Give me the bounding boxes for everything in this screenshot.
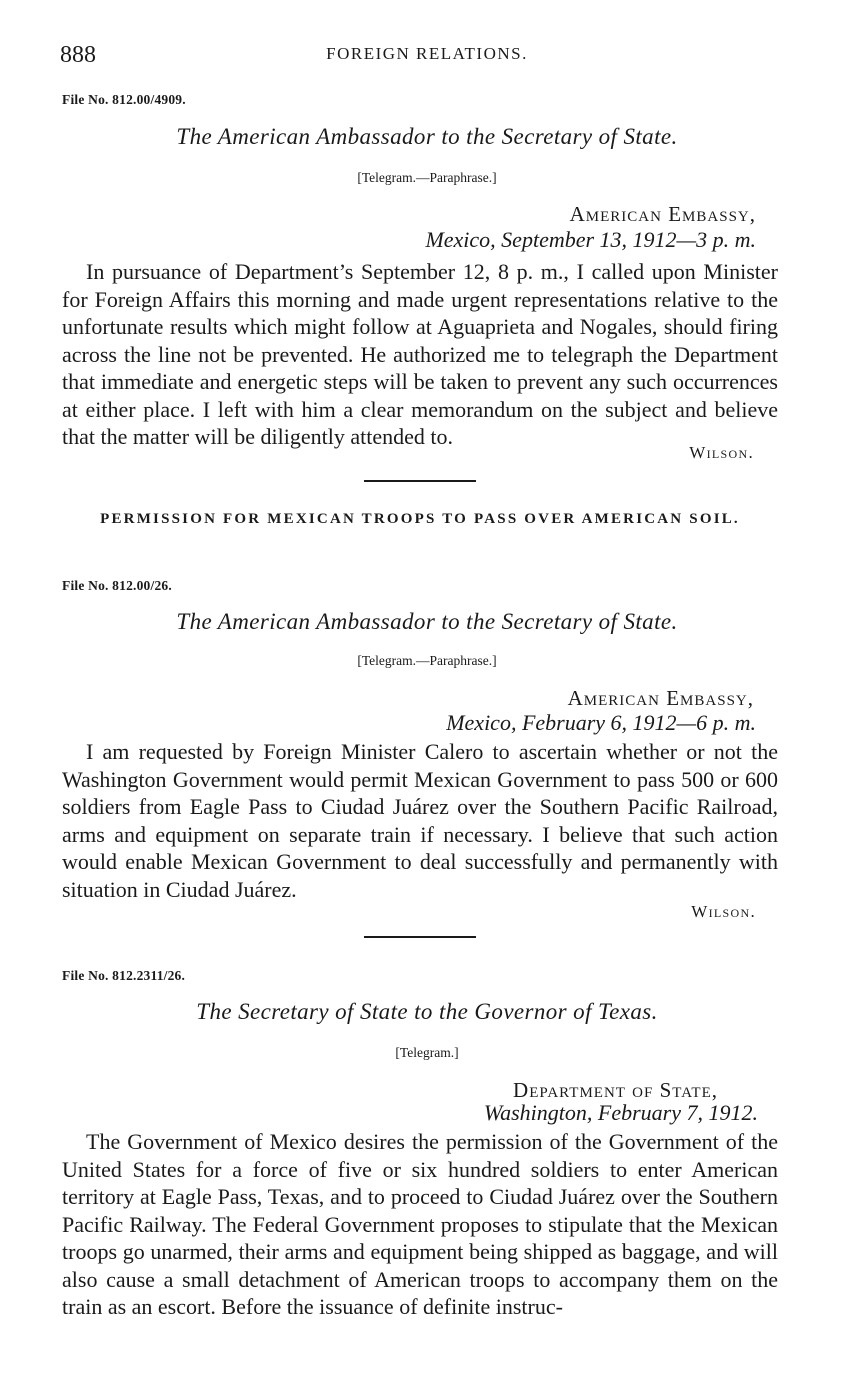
- doc3-file-number: File No. 812.2311/26.: [62, 968, 186, 983]
- doc3-dateline: Washington, February 7, 1912.: [483, 1100, 758, 1125]
- doc2-file-number: File No. 812.00/26.: [62, 578, 172, 593]
- doc3-title: The Secretary of State to the Governor of Texas.: [196, 999, 658, 1024]
- section-divider-1: [364, 480, 476, 482]
- doc3-sender: Department of State,: [513, 1078, 718, 1102]
- doc2-body: I am requested by Foreign Minister Calero to ascertain whether or not the Washington Government would permit Mexican Government to pass 500 or 600 soldiers from Eagle Pass to Ciudad Juárez over the Southern Pacific Railroad, arms and equipment on separate train if necessary. I believe that such action would enable Mexican Government to deal successfully and permanently with situation in Ciudad Juárez.: [62, 739, 778, 902]
- doc2-signature: Wilson.: [691, 902, 756, 921]
- doc3-body: The Government of Mexico desires the permission of the Government of the United States for a force of five or six hundred soldiers to enter American territory at Eagle Pass, Texas, and to proceed to Ciudad Juárez over the Southern Pacific Railway. The Federal Government proposes to stipulate that the Mexican troops go unarmed, their arms and equipment being shipped as baggage, and will also cause a small detachment of American troops to accompany them on the train as an escort. Before the issuance of definite instruc-: [62, 1129, 778, 1319]
- doc1-signature: Wilson.: [689, 443, 754, 462]
- page-number: 888: [60, 42, 96, 68]
- doc1-body: In pursuance of Department’s September 12, 8 p. m., I called upon Minister for Foreign Affairs this morning and made urgent representations relative to the unfortunate results which might follow at Aguaprieta and Nogales, should firing across the line not be prevented. He authorized me to telegraph the Department that immediate and energetic steps will be taken to prevent any such occurrences at either place. I left with him a clear memorandum on the subject and believe that the matter will be diligently attended to.: [62, 259, 778, 449]
- section-divider-2: [364, 936, 476, 938]
- doc1-title: The American Ambassador to the Secretary of State.: [176, 124, 678, 149]
- section-heading: PERMISSION FOR MEXICAN TROOPS TO PASS OVER AMERICAN SOIL.: [100, 511, 740, 527]
- doc1-sender: American Embassy,: [569, 202, 756, 226]
- doc2-dateline: Mexico, February 6, 1912—6 p. m.: [446, 710, 756, 735]
- doc1-dateline: Mexico, September 13, 1912—3 p. m.: [425, 227, 756, 252]
- running-title: FOREIGN RELATIONS.: [326, 44, 528, 63]
- doc2-telegram-note: [Telegram.—Paraphrase.]: [357, 653, 497, 668]
- doc1-telegram-note: [Telegram.—Paraphrase.]: [357, 170, 497, 185]
- doc2-sender: American Embassy,: [567, 686, 754, 710]
- doc1-file-number: File No. 812.00/4909.: [62, 92, 186, 107]
- doc3-telegram-note: [Telegram.]: [395, 1045, 459, 1060]
- doc2-title: The American Ambassador to the Secretary of State.: [176, 609, 678, 634]
